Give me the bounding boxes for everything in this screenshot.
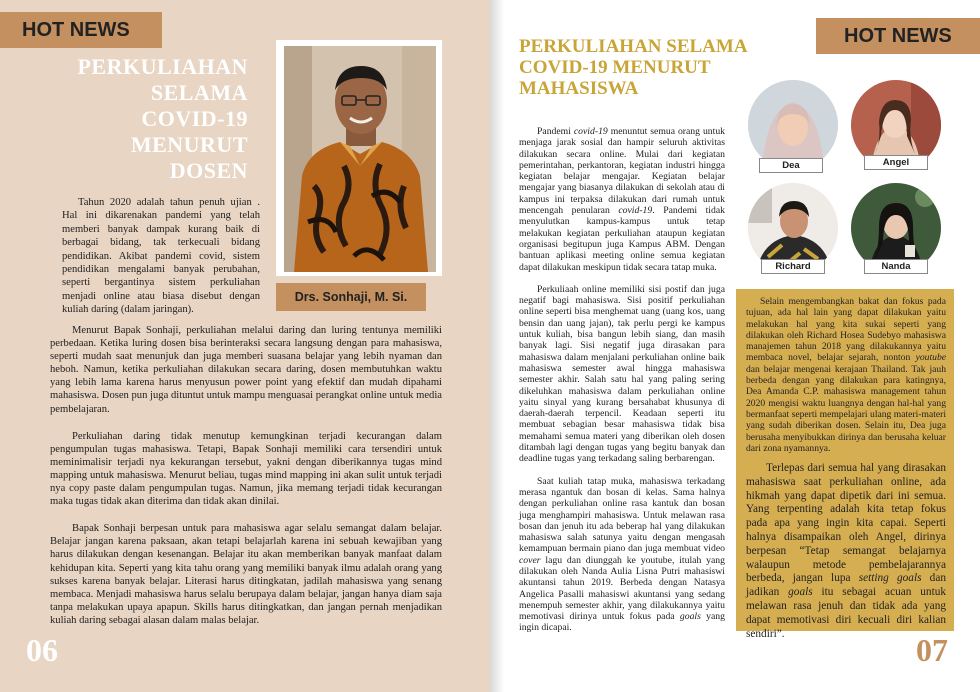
- page-number-left: 06: [26, 632, 58, 668]
- highlight-box-quote: [746, 462, 946, 641]
- left-title-line: PERKULIAHAN: [77, 54, 248, 79]
- right-title-line: COVID-19 MENURUT: [519, 57, 711, 78]
- right-paragraph: Perkuliaah online memiliki sisi postif dan juga negatif bagi mahasiswa. Sisi positif perkuliahan online seperti bisa menghemat uang (uang kos, uang bensin dan uang jajan), tak perlu pergi ke kampus untuk kuliah, bisa bangun lebih siang, dan masih banyak lagi. Sisi negatif juga dirasakan para mahasiswa dalam menjalani perkuliahan online baik mahasiswa semester awal hingga mahasiswa semester akhir. Salah satu hal yang paling sering dikeluhkan mahasiswa dalam perkuliahan online yaitu sinyal yang kurang bersahabat khusunya di daerah-daerah terpencil. Keadaan seperti itu membuat sebagian besar mahasiswa tidak bisa memahami semua materi yang diberikan oleh dosen ditambah lagi dengan tugas yang begitu banyak dan deadline tugas yang terkadang saling berbarengan.: [519, 283, 725, 465]
- italic-term: covid-19: [618, 205, 653, 217]
- left-title-line: SELAMA: [150, 80, 248, 105]
- left-title-line: COVID-19: [141, 106, 248, 131]
- hot-news-badge-right: HOT NEWS: [816, 18, 980, 54]
- right-text-column: [519, 126, 725, 645]
- text-run: . Pandemi tidak menyulutkan kampus-kampus untuk tetap melakukan kegiatan perkuliahan ataupun kegiatan organisasi begitupun juga Kampus ABM. Dengan bantuan aplikasi meeting online semua kegiatan dapat dilakukan meskipun tidak secara tatap muka.: [519, 205, 725, 273]
- avatar-dea-illustration: [748, 80, 838, 170]
- lecturer-photo: [284, 46, 436, 272]
- right-title-line: MAHASISWA: [519, 78, 639, 99]
- left-paragraph: Menurut Bapak Sonhaji, perkuliahan melalui daring dan luring tentunya memiliki perbedaan. Ketika luring dosen bisa berinteraksi secara langsung dengan para mahasiswa, seperti mudah saat menunjuk dan juga memberi suasana belajar yang lebih nyaman dan heboh. Namun, ketika perkuliahan dilakukan secara daring, dosen membutuhkan waktu yang lebih lama karena harus menyusun power point yang efektif dan mudah dipahami mahasiswa. Dosen pun juga dituntut untuk mampu menguasai perangkat online untuk media pembelajaran.: [50, 325, 442, 415]
- italic-term: covid-19: [573, 126, 608, 137]
- italic-term: goals: [679, 611, 701, 623]
- text-run: Saat kuliah tatap muka, mahasiswa terkadang merasa ngantuk dan bosan di kelas. Sama halnya dengan perkuliahan online rasa kantuk dan bosan juga menghampiri mahasiswa. Untuk melawan rasa bosan dan jenuh itu ada beberap hal yang dilakukan mahasiswa salah satunya yaitu dengan mengasah kemampuan bermain piano dan juga membuat video: [519, 475, 725, 555]
- left-title-line: DOSEN: [169, 158, 248, 183]
- text-run: dan belajar mengenai kerajaan Thailand. Tak jauh berbeda dengan yang dilakukan para katingnya, Dea Amanda C.P. mahasiswa management tahun 2020 mengisi waktu luangnya dengan hal-hal yang bermanfaat seperti mempelajari ulang materi-materi yang sudah diberikan dosen. Selain itu, Dea juga berusaha menyibukkan dirinya dan berusaha keluar dari zona nyamannya.: [746, 363, 946, 454]
- left-paragraph: Perkuliahan daring tidak menutup kemungkinan terjadi kecurangan dalam pengumpulan tugas mahasiswa. Tetapi, Bapak Sonhaji memiliki cara tersendiri untuk meminimalisir terjadi nya kekurangan tersebut, yakni dengan diberikannya tugas mind mapping untuk mahasiswa. Menurut beliau, tugas mind mapping ini akan sulit untuk terjadi nya copy paste dalam pengumpulan tugas. Namun, jika memang terjadi tidak kecurangan maka tugas tidak akan diterima dan tidak akan dinilai.: [50, 430, 442, 508]
- left-intro-paragraph: Tahun 2020 adalah tahun penuh ujian . Hal ini dikarenakan pandemi yang telah memberi banyak dampak kurang baik di berbagai bidang, tak terkecuali bidang pendidikan. Akibat pandemi covid, sistem pendidikan mengalami banyak perubahan, seperti bergantinya sistem perkuliahan menjadi online atau biasa disebut dengan kuliah daring (dalam jaringan).: [62, 197, 260, 316]
- text-run: lagu dan diunggah ke youtube, itulah yang dilakukan oleh Nanda Aulia Lisna Putri mahasiswi akuntansi tahun 2019. Berbeda dengan Natasya Angelica Pasalli mahasiswi akuntansi yang sedang menempuh semester akhir, yang dilakukannya yaitu memotivasi dirinya untuk fokus pada: [519, 554, 725, 623]
- profile-label-richard: Richard: [761, 259, 825, 274]
- text-run: yang ingin dicapai.: [519, 611, 725, 634]
- page-number-right: 07: [916, 632, 948, 668]
- italic-term: setting goals: [858, 572, 922, 585]
- right-title-line: PERKULIAHAN SELAMA: [519, 36, 748, 57]
- hot-news-badge-left: HOT NEWS: [0, 12, 162, 48]
- highlight-box-paragraph: [746, 296, 946, 454]
- photo-caption: Drs. Sonhaji, M. Si.: [276, 283, 426, 311]
- italic-term: cover: [519, 554, 541, 566]
- avatar-dea: [748, 80, 838, 170]
- right-paragraph: [519, 126, 725, 273]
- text-run: menuntut semua orang untuk menjaga jarak sosial dan hampir seluruh aktivitas dilakukan secara online. Mulai dari kegiatan pemerintahan, perkantoran, kegiatan industri hingga kegiatan belajar mengajar. Kegiatan belajar mengajar yang biasanya dilakukan di sekolah atau di kampus ini terpaksa dilakukan dari rumah untuk mencengah penularan: [519, 126, 726, 217]
- text-run: Selain mengembangkan bakat dan fokus pada tujuan, ada hal lain yang dapat dilakukan yaitu melakukan hal yang kita sukai seperti yang dilakukan oleh Richard Hosea Sudebyo mahasiswa manajemen tahun 2018 yang dilakukannya yaitu membaca novel, belajar sejarah, nonton: [746, 296, 946, 364]
- text-run: Terlepas dari semua hal yang dirasakan mahasiswa saat perkuliahan online, ada hikmah yang dapat dipetik dari ini semua. Yang terpenting adalah kita tetap fokus pada apa yang ingin kita capai. Seperti halnya disampaikan oleh Angel, dirinya berpesan “Tetap semangat belajarnya walaupun metode pembelajarannya berbeda, jangan lupa: [746, 462, 946, 585]
- text-run: itu sebagai acuan untuk melawan rasa jenuh dan tidak ada yang dapat memotivasi diri kecuali diri kalian sendiri”.: [746, 586, 947, 640]
- page-gutter-shadow: [490, 0, 504, 692]
- text-run: dan jadikan: [746, 572, 946, 599]
- left-page-title: [30, 54, 248, 184]
- lecturer-portrait-illustration: [284, 46, 436, 272]
- left-body: [50, 324, 442, 641]
- profile-label-dea: Dea: [759, 158, 823, 173]
- right-paragraph: [519, 476, 725, 634]
- italic-term: goals: [788, 586, 813, 599]
- text-run: Pandemi: [537, 126, 574, 137]
- right-page-title: [519, 36, 789, 99]
- left-paragraph: Bapak Sonhaji berpesan untuk para mahasiswa agar selalu semangat dalam belajar. Belajar jangan karena paksaan, akan tetapi belajarlah karena ini sebuah kewajiban yang harus dilakukan dengan kesenangan. Belajar itu akan memberikan banyak manfaat dalam kehidupan kita. Seperti yang kita tahu orang yang memiliki banyak ilmu adalah orang yang sukses karena banyak belajar. Literasi harus ditingkatan, jadilah mahasiswa yang senang membaca. Menjadi mahasiswa harus selalu berupaya dalam belajar, jangan hanya diam saja tanpa melakukan upaya apapun. Skills harus ditingkatkan, dan jangan pernah menjadikan kuliah daring sebagai alasan dalam malas belajar.: [50, 523, 442, 626]
- left-title-line: MENURUT: [130, 132, 248, 157]
- italic-term: youtube: [915, 352, 946, 364]
- profile-label-angel: Angel: [864, 155, 928, 170]
- profile-label-nanda: Nanda: [864, 259, 928, 274]
